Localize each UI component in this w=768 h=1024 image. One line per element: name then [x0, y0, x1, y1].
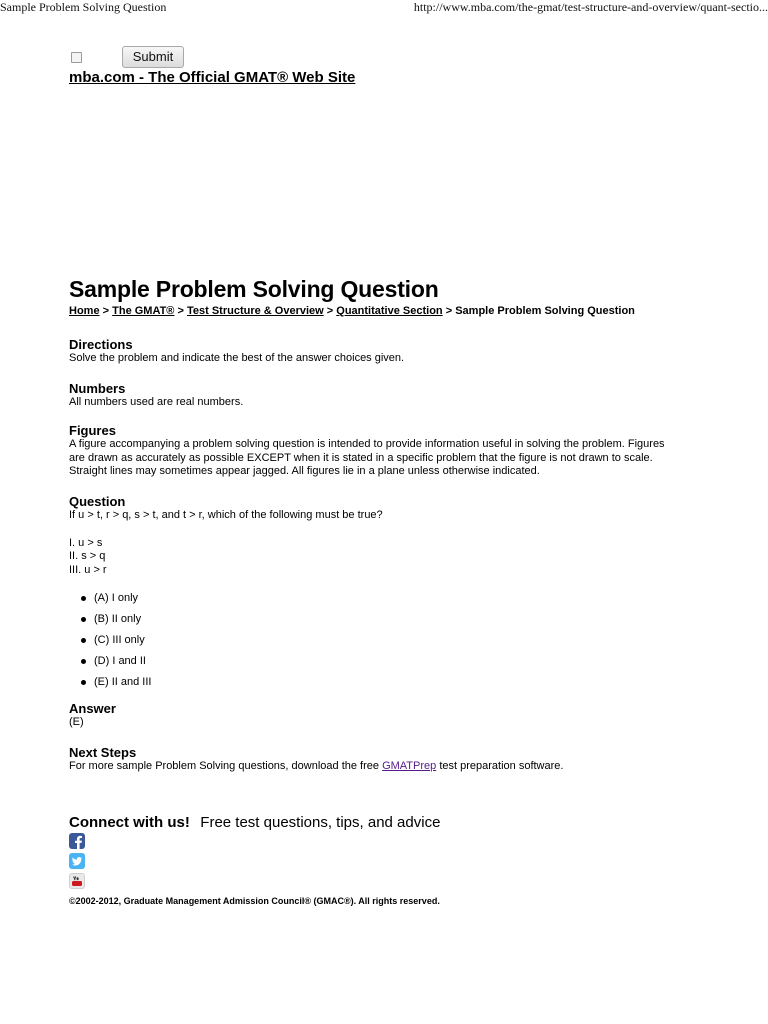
top-form [69, 46, 269, 68]
answer-choice [69, 655, 709, 668]
connect-heading [69, 814, 440, 832]
checkbox[interactable] [71, 52, 82, 63]
answer-choice-label: (A) I only [94, 592, 139, 605]
breadcrumb-home[interactable]: Home [69, 305, 100, 317]
answer-choice [69, 592, 709, 605]
breadcrumb-the-gmat[interactable]: The GMAT® [112, 305, 175, 317]
figures-section [69, 423, 709, 479]
numbers-section [69, 381, 709, 410]
figures-heading: Figures [69, 423, 116, 439]
question-text: If u > t, r > q, s > t, and t > r, which of the following must be true? [69, 508, 383, 521]
breadcrumb [69, 304, 709, 318]
statement: II. s > q [69, 550, 106, 563]
breadcrumb-separator: > [445, 305, 453, 317]
connect-tagline: Free test questions, tips, and advice [200, 814, 441, 831]
bullet-icon [81, 638, 86, 643]
answer-choice-label: (E) II and III [94, 676, 152, 689]
print-header-url: http://www.mba.com/the-gmat/test-structure-and-overview/quant-sectio... [413, 0, 768, 14]
gmatprep-link[interactable]: GMATPrep [382, 759, 437, 772]
next-steps-text [69, 760, 709, 774]
question-section [69, 494, 709, 689]
answer-text: (E) [69, 716, 84, 729]
statement: III. u > r [69, 563, 107, 576]
site-home-link[interactable]: mba.com - The Official GMAT® Web Site [69, 69, 356, 86]
breadcrumb-separator: > [102, 305, 110, 317]
next-steps-heading: Next Steps [69, 744, 137, 760]
answer-heading: Answer [69, 701, 116, 717]
next-steps-text-before: For more sample Problem Solving questions, download the free [69, 759, 379, 772]
answer-choice-label: (D) I and II [94, 655, 146, 668]
print-header-title: Sample Problem Solving Question [0, 0, 167, 14]
answer-choices [69, 592, 709, 689]
directions-section [69, 337, 709, 366]
main-content [69, 274, 709, 774]
answer-choice [69, 613, 709, 626]
breadcrumb-quantitative-section[interactable]: Quantitative Section [336, 305, 443, 317]
directions-text: Solve the problem and indicate the best of the answer choices given. [69, 352, 405, 364]
figures-text-line-1: A figure accompanying a problem solving question is intended to provide information useful in solving the problem. Figures [69, 438, 665, 451]
print-header [0, 0, 768, 16]
breadcrumb-separator: > [177, 305, 184, 317]
figures-text-line-2: are drawn as accurately as possible EXCEPT when it is stated in a specific problem that the figure is not drawn to scale. [69, 451, 653, 464]
connect-strong: Connect with us! [69, 814, 190, 831]
bullet-icon [81, 659, 86, 664]
question-statements [69, 537, 709, 578]
bullet-icon [81, 680, 86, 685]
answer-choice-label: (B) II only [94, 613, 142, 626]
directions-heading: Directions [69, 337, 133, 352]
page-title: Sample Problem Solving Question [69, 276, 439, 302]
next-steps-text-after: test preparation software. [439, 759, 564, 772]
answer-choice [69, 676, 709, 689]
bullet-icon [81, 596, 86, 601]
figures-text-line-3: Straight lines may sometimes appear jagged. All figures lie in a plane unless otherwise indicated. [69, 465, 540, 478]
breadcrumb-test-structure[interactable]: Test Structure & Overview [186, 305, 324, 317]
twitter-icon[interactable] [69, 853, 85, 869]
next-steps-section [69, 745, 709, 774]
breadcrumb-separator: > [326, 305, 334, 317]
numbers-heading: Numbers [69, 380, 126, 396]
copyright: ©2002-2012, Graduate Management Admission Council® (GMAC®). All rights reserved. [69, 896, 440, 906]
answer-choice-label: (C) III only [94, 634, 145, 647]
statement: I. u > s [69, 536, 103, 549]
youtube-icon[interactable] [69, 873, 85, 889]
question-heading: Question [69, 493, 126, 509]
facebook-icon[interactable] [69, 833, 85, 849]
answer-section [69, 701, 709, 730]
numbers-text: All numbers used are real numbers. [69, 395, 244, 408]
answer-choice [69, 634, 709, 647]
breadcrumb-current: Sample Problem Solving Question [455, 305, 635, 317]
bullet-icon [81, 617, 86, 622]
submit-button[interactable]: Submit [122, 46, 184, 68]
